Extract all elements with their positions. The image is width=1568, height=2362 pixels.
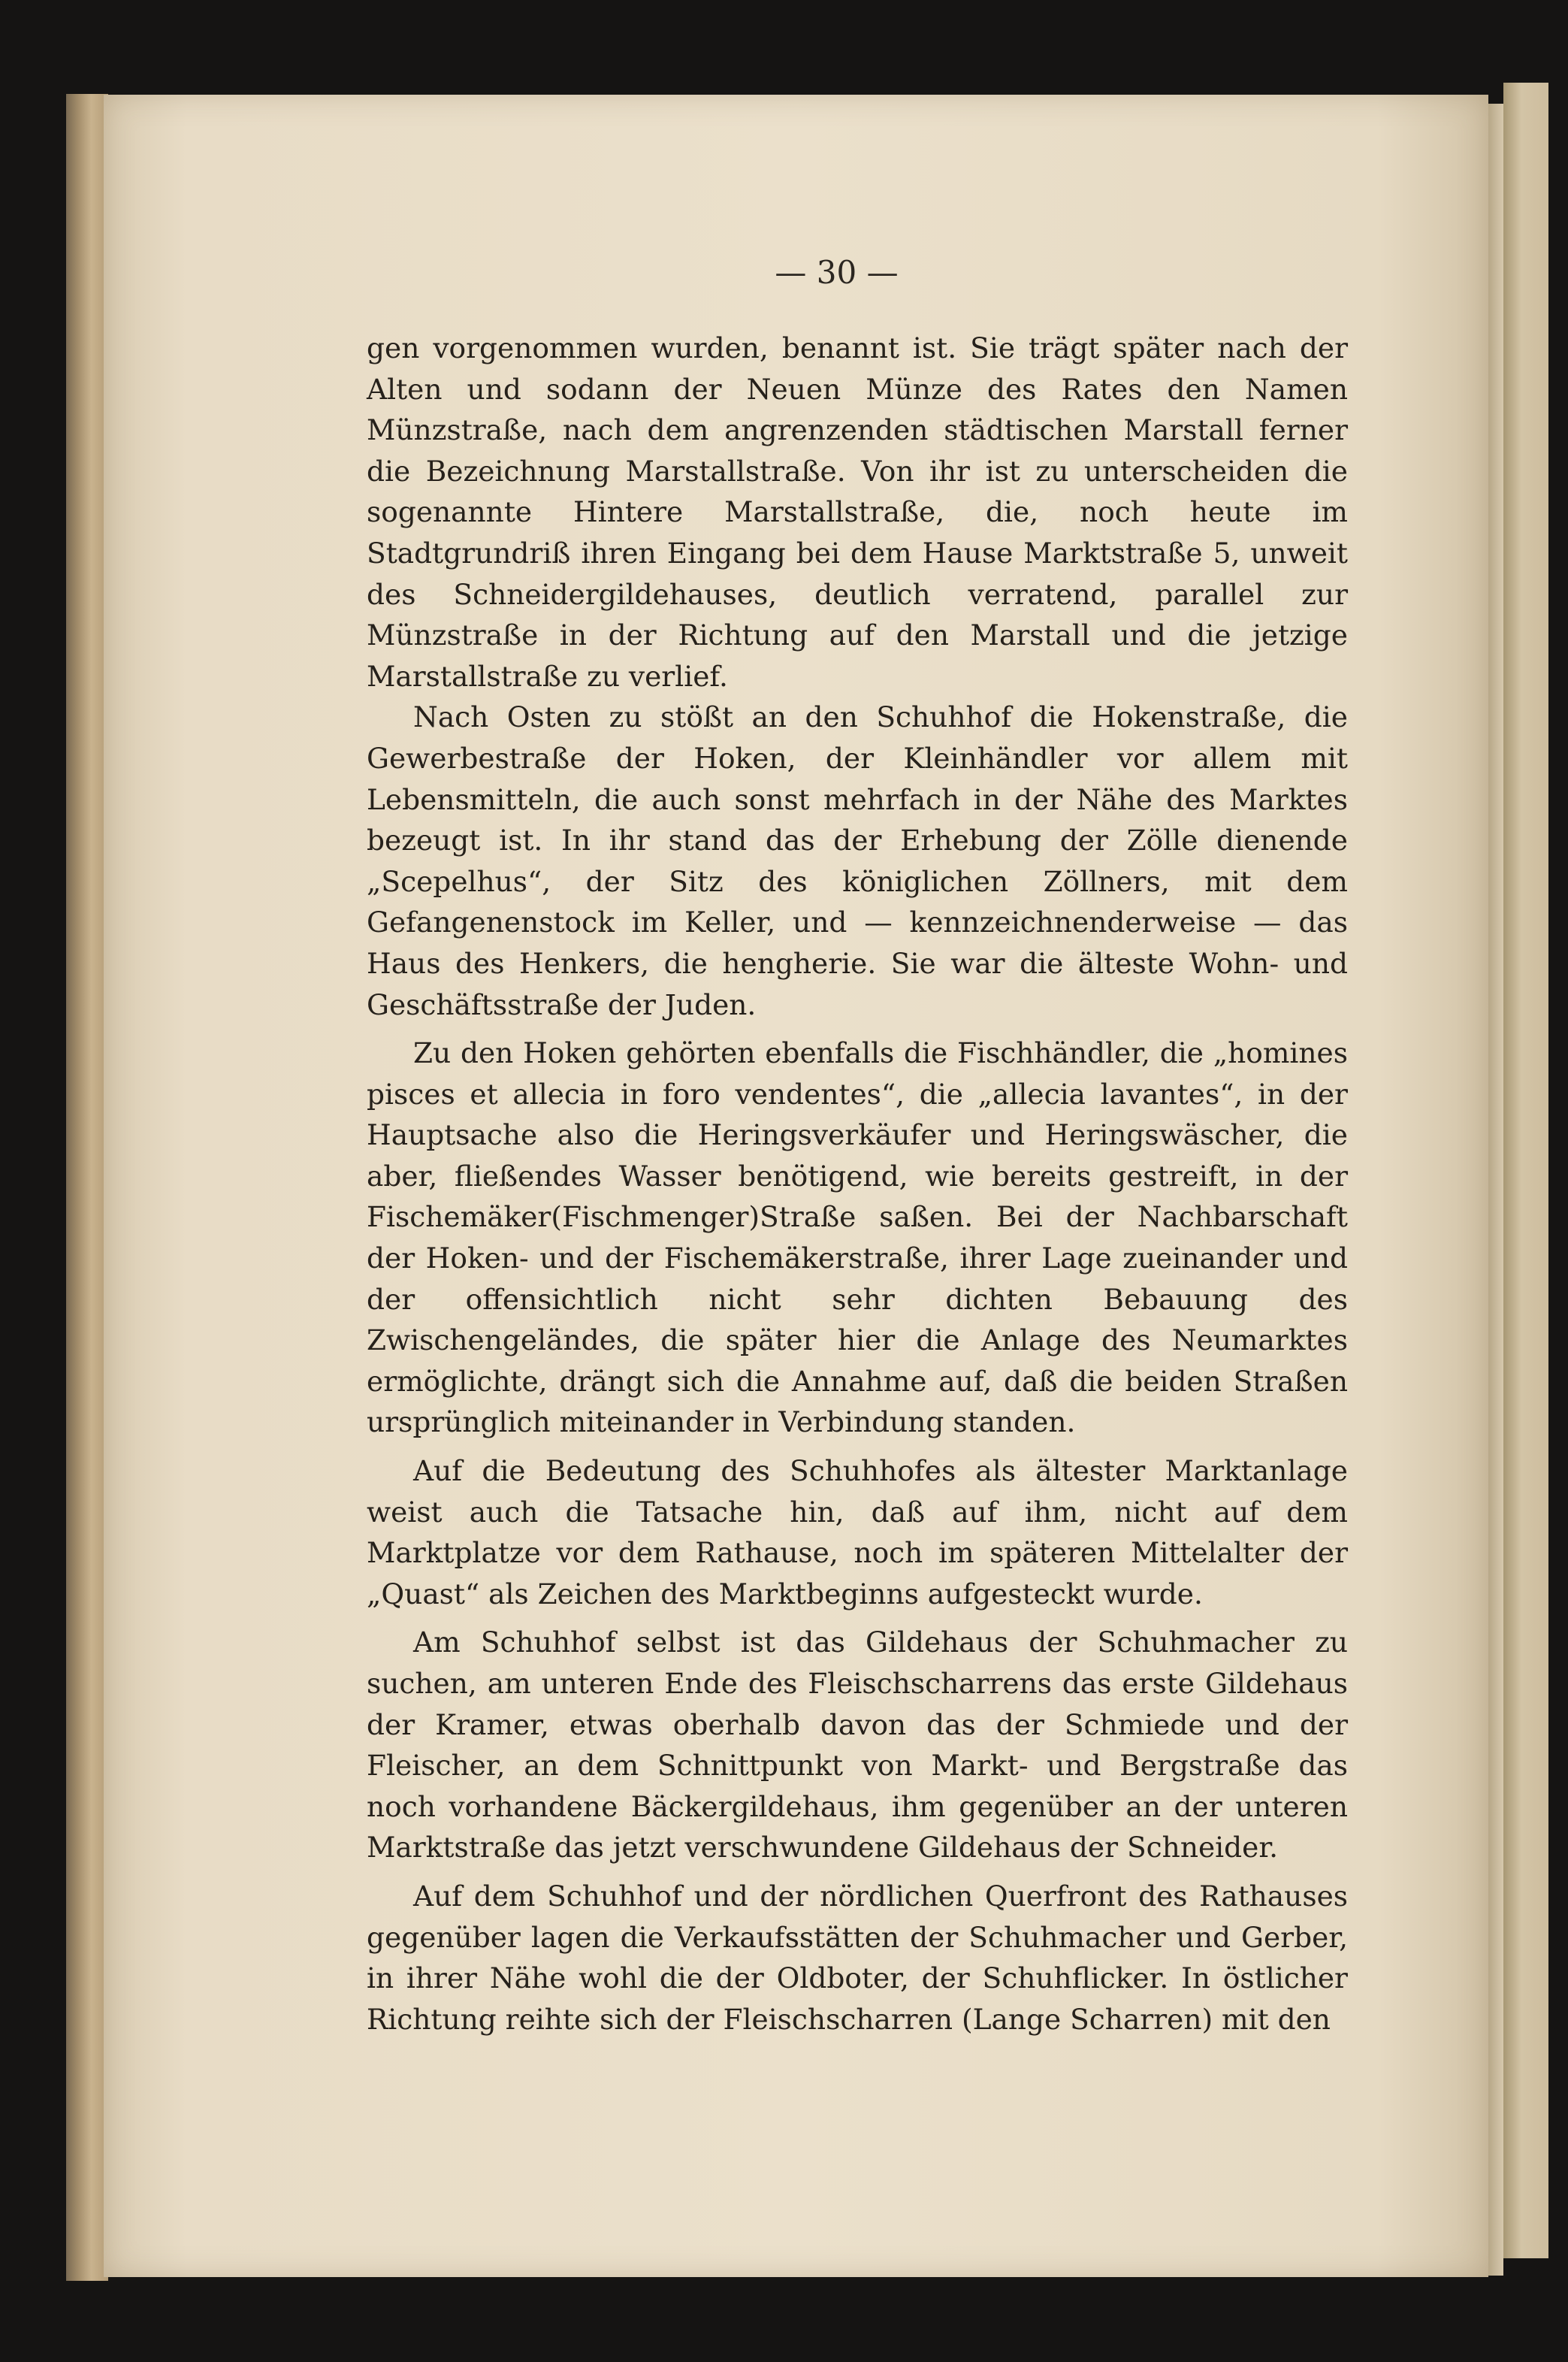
- page-stack-edge: [1488, 104, 1503, 2276]
- paragraph-4: Auf die Bedeutung des Schuhhofes als ältester Marktanlage weist auch die Tatsache hin, daß auf ihm, nicht auf dem Marktplatze vor dem Rathause, noch im späteren Mittelalter der „Quast“ als Zeichen des Marktbeginns aufgesteckt wurde.: [367, 1454, 1348, 1610]
- paragraph-3: Zu den Hoken gehörten ebenfalls die Fischhändler, die „homines pisces et allecia in foro vendentes“, die „allecia lavantes“, in der Hauptsache also die Heringsverkäufer und Heringswäscher, die aber, fließendes Wasser benötigend, wie bereits gestreift, in der Fischemäker(Fischmenger)Straße saßen. Bei der Nachbarschaft der Hoken- und der Fischemäkerstraße, ihrer Lage zueinander und der offensichtlich nicht sehr dichten Bebauung des Zwischengeländes, die später hier die Anlage des Neumarktes ermöglichte, drängt sich die Annahme auf, daß die beiden Straßen ursprünglich miteinander in Verbindung standen.: [367, 1036, 1348, 1439]
- paragraph-5: Am Schuhhof selbst ist das Gildehaus der Schuhmacher zu suchen, am unteren Ende des Fleischscharrens das erste Gildehaus der Kramer, etwas oberhalb davon das der Schmiede und der Fleischer, an dem Schnittpunkt von Markt- und Bergstraße das noch vorhandene Bäckergildehaus, ihm gegenüber an der unteren Marktstraße das jetzt verschwundene Gildehaus der Schneider.: [367, 1626, 1348, 1864]
- page-number: — 30 —: [775, 254, 899, 291]
- next-page-edge: [1503, 83, 1548, 2258]
- book-binding: [66, 94, 108, 2281]
- body-text: [367, 328, 1348, 2040]
- paragraph-6: Auf dem Schuhhof und der nördlichen Querfront des Rathauses gegenüber lagen die Verkaufsstätten der Schuhmacher und Gerber, in ihrer Nähe wohl die der Oldboter, der Schuhflicker. In östlicher Richtung reihte sich der Fleischscharren (Lange Scharren) mit den: [367, 1879, 1348, 2036]
- paragraph-1: gen vorgenommen wurden, benannt ist. Sie trägt später nach der Alten und sodann der Neuen Münze des Rates den Namen Münzstraße, nach dem angrenzenden städtischen Marstall ferner die Bezeichnung Marstallstraße. Von ihr ist zu unterscheiden die sogenannte Hintere Marstallstraße, die, noch heute im Stadtgrundriß ihren Eingang bei dem Hause Marktstraße 5, unweit des Schneidergildehauses, deutlich verratend, parallel zur Münzstraße in der Richtung auf den Marstall und die jetzige Marstallstraße zu verlief.: [367, 331, 1348, 693]
- paragraph-2: Nach Osten zu stößt an den Schuhhof die Hokenstraße, die Gewerbestraße der Hoken, der Kleinhändler vor allem mit Lebensmitteln, die auch sonst mehrfach in der Nähe des Marktes bezeugt ist. In ihr stand das der Erhebung der Zölle dienende „Scepelhus“, der Sitz des königlichen Zöllners, mit dem Gefangenenstock im Keller, und — kennzeichnenderweise — das Haus des Henkers, die hengherie. Sie war die älteste Wohn- und Geschäftsstraße der Juden.: [367, 700, 1348, 1021]
